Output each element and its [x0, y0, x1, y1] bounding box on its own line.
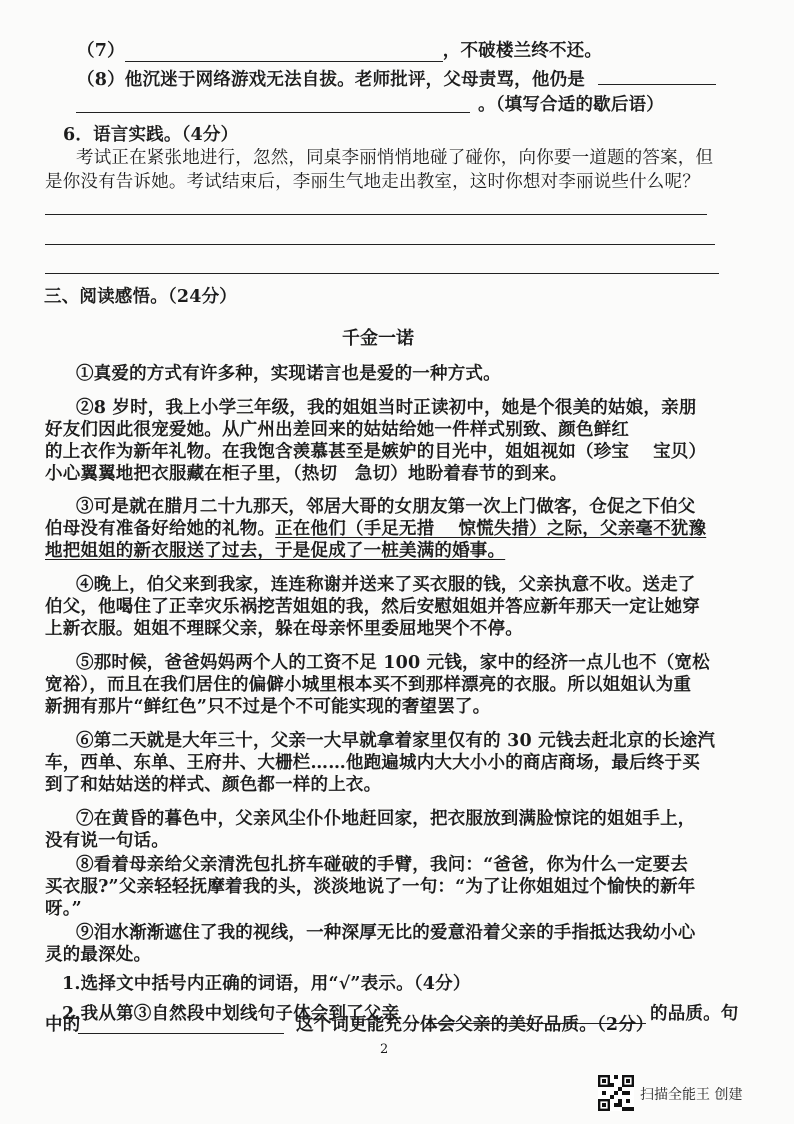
question-6-text-1: 考试正在紧张地进行，忽然，同桌李丽悄悄地碰了碰你，向你要一道题的答案，但 [76, 148, 714, 168]
paragraph-8-line-1: ⑧看着母亲给父亲清洗包扎挤车碰破的手臂，我问：“爸爸，你为什么一定要去 [76, 855, 689, 875]
question-2-text-tail: 的品质。句 [650, 1004, 739, 1024]
question-2-line-1: 2.我从第③自然段中划线句子体会到了父亲 [62, 1004, 400, 1024]
paragraph-5-line-2: 宽裕），而且在我们居住的偏僻小城里根本买不到那样漂亮的衣服。所以姐姐认为重 [45, 675, 692, 695]
paragraph-4-line-3: 上新衣服。姐姐不理睬父亲，躲在母亲怀里委屈地哭个不停。 [45, 619, 523, 639]
question-7-number: （7） [77, 41, 125, 61]
paragraph-5-line-3: 新拥有那片“鲜红色”只不过是个不可能实现的奢望罢了。 [45, 697, 491, 717]
answer-blank-7[interactable] [125, 43, 443, 62]
paragraph-2-line-2: 好友们因此很宠爱她。从广州出差回来的姑姑给她一件样式别致、颜色鲜红 [45, 420, 630, 440]
answer-blank-q2-word[interactable] [78, 1033, 284, 1034]
paragraph-4-line-1: ④晚上，伯父来到我家，连连称谢并送来了买衣服的钱，父亲执意不收。送走了 [76, 575, 696, 595]
paragraph-6-line-1: ⑥第二天就是大年三十，父亲一大早就拿着家里仅有的 30 元钱去赶北京的长途汽 [76, 731, 716, 751]
paragraph-8-line-2: 买衣服?”父亲轻轻抚摩着我的头，淡淡地说了一句：“为了让你姐姐过个愉快的新年 [45, 877, 696, 897]
paragraph-2-line-4: 小心翼翼地把衣服藏在柜子里，（热切 急切）地盼着春节的到来。 [45, 464, 568, 484]
question-7 [77, 40, 602, 62]
qr-code-icon [598, 1075, 634, 1111]
question-6-heading: 6．语言实践。（4分） [63, 125, 239, 145]
paragraph-5-line-1: ⑤那时候，爸爸妈妈两个人的工资不足 100 元钱，家中的经济一点儿也不（宽松 [76, 653, 710, 673]
scanner-watermark: 扫描全能王 创建 [640, 1087, 743, 1103]
answer-line-6-2[interactable] [45, 244, 715, 245]
question-2-line-2-label: 中的 [45, 1015, 81, 1035]
page-number: 2 [380, 1042, 389, 1057]
underlined-sentence-part-1: 正在他们（手足无措 惊慌失措）之际，父亲毫不犹豫 [275, 519, 707, 539]
question-1: 1.选择文中括号内正确的词语，用“√”表示。（4分） [62, 974, 471, 994]
paragraph-6-line-2: 车，西单、东单、王府井、大栅栏……他跑遍城内大大小小的商店商场，最后终于买 [45, 753, 700, 773]
paragraph-7-line-2: 没有说一句话。 [45, 831, 169, 851]
paragraph-2-line-1: ②8 岁时，我上小学三年级，我的姐姐当时正读初中，她是个很美的姑娘，亲朋 [76, 398, 697, 418]
question-2-line-2-text: 这个词更能充分体会父亲的美好品质。（2分） [296, 1015, 654, 1035]
question-6-text-2: 是你没有告诉她。考试结束后，李丽生气地走出教室，这时你想对李丽说些什么呢？ [45, 172, 700, 192]
question-7-text: ，不破楼兰终不还。 [442, 41, 603, 61]
paragraph-6-line-3: 到了和姑姑送的样式、颜色都一样的上衣。 [45, 775, 382, 795]
question-8-line-2: 。（填写合适的歇后语） [478, 95, 664, 115]
article-title: 千金一诺 [342, 328, 414, 349]
answer-line-6-3[interactable] [45, 273, 719, 274]
paragraph-9-line-2: 灵的最深处。 [45, 945, 152, 965]
question-8-line-1: （8）他沉迷于网络游戏无法自拔。老师批评，父母责骂，他仍是 [77, 70, 585, 90]
answer-line-6-1[interactable] [45, 214, 707, 215]
paragraph-7-line-1: ⑦在黄昏的暮色中，父亲风尘仆仆地赶回家，把衣服放到满脸惊诧的姐姐手上， [76, 809, 696, 829]
answer-blank-8b[interactable] [76, 112, 470, 113]
paragraph-4-line-2: 伯父，他喝住了正幸灾乐祸挖苦姐姐的我，然后安慰姐姐并答应新年那天一定让她穿 [45, 597, 700, 617]
underlined-sentence-part-2: 地把姐姐的新衣服送了过去，于是促成了一桩美满的婚事。 [45, 541, 506, 561]
answer-blank-8a[interactable] [598, 84, 716, 85]
paragraph-9-line-1: ⑨泪水渐渐遮住了我的视线，一种深厚无比的爱意沿着父亲的手指抵达我幼小心 [76, 923, 696, 943]
paragraph-3-line-1: ③可是就在腊月二十九那天，邻居大哥的女朋友第一次上门做客，仓促之下伯父 [76, 497, 696, 517]
paragraph-3-line-2: 伯母没有准备好给她的礼物。正在他们（手足无措 惊慌失措）之际，父亲毫不犹豫 [45, 519, 707, 539]
paragraph-1: ①真爱的方式有许多种，实现诺言也是爱的一种方式。 [76, 364, 501, 384]
paragraph-3-line-3 [45, 540, 505, 562]
paragraph-2-line-3: 的上衣作为新年礼物。在我饱含羡慕甚至是嫉妒的目光中，姐姐视如（珍宝 宝贝） [45, 442, 707, 462]
paragraph-8-line-3: 呀。” [45, 899, 82, 919]
section-3-heading: 三、阅读感悟。（24分） [44, 287, 238, 307]
